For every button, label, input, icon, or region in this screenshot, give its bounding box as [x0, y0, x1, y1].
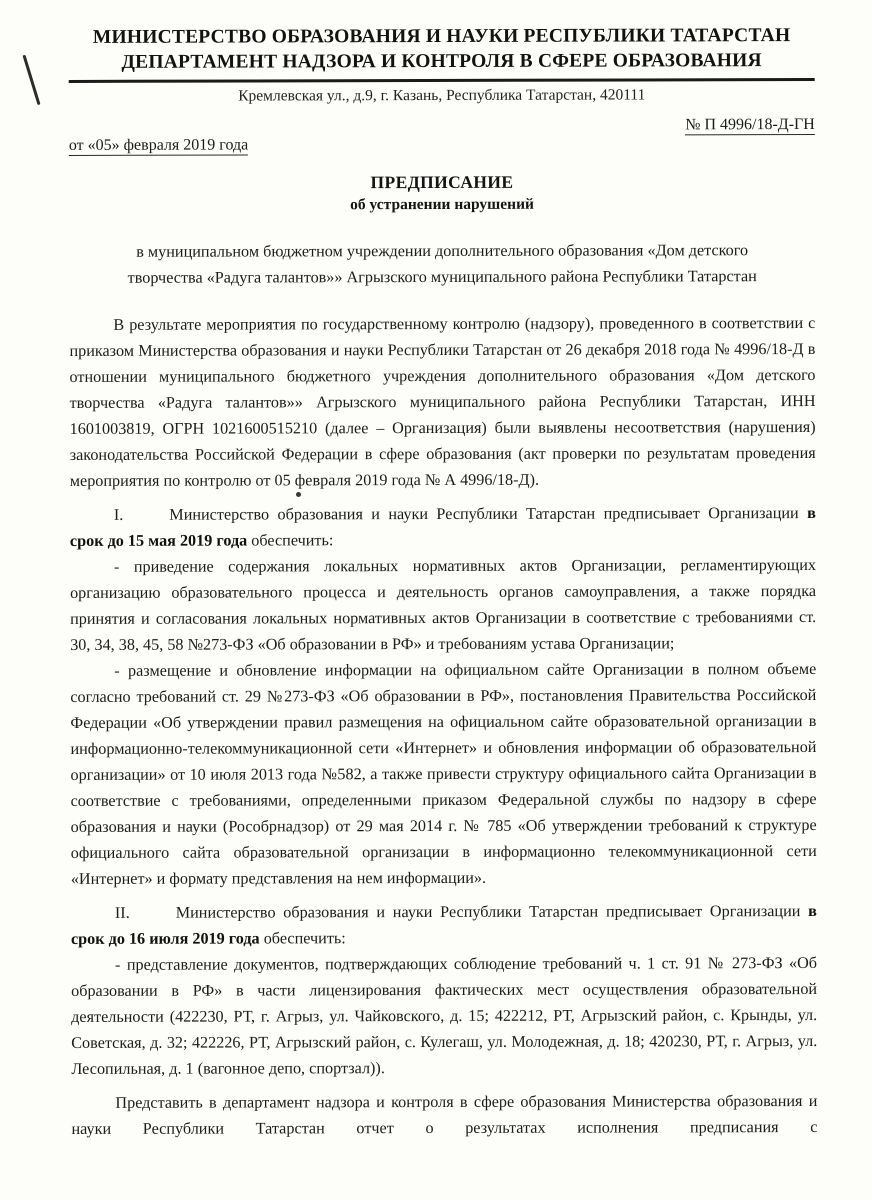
closing-paragraph: Представить в департамент надзора и контроля в сфере образования Министерства образования и науки Республики Татарстан отчет о результатах исполнения предписания с: [71, 1091, 818, 1138]
section-1-number: I.: [113, 505, 124, 524]
recipient-paragraph: в муниципальном бюджетном учреждении дополнительного образования «Дом детского творчества «Радуга талантов»» Агрызского муниципального района Республики Татарстан: [127, 241, 757, 288]
doc-title: ПРЕДПИСАНИЕ: [370, 171, 514, 193]
section-2-item: - представление документов, подтверждающих соблюдение требований ч. 1 ст. 91 № 273-ФЗ «Об образовании в РФ» в части лицензирования фактических мест осуществления образовательной деятельности (422230, РТ, г. Агрыз, ул. Чайковского, д. 15; 422212, РТ, Агрызский район, с. Крынды, ул. Советская, д. 32; 422226, РТ, Агрызский район, с. Кулегаш, ул. Молодежная, д. 18; 420230, РТ, г. Агрыз, ул. Лесопильная, д. 1 (вагонное депо, спортзал)).: [71, 953, 818, 1078]
section-2-heading: [71, 898, 817, 952]
section-2-deadline: в срок до 16 июля 2019 года: [70, 901, 817, 948]
section-2-lead: Министерство образования и науки Республики Татарстан предписывает Организации: [175, 901, 809, 922]
section-1-tail: обеспечить:: [247, 530, 334, 550]
doc-date-row: [69, 135, 815, 155]
section-1-heading: [70, 500, 816, 554]
doc-subtitle: об устранении нарушений: [350, 195, 534, 214]
doc-number: № П 4996/18-Д-ГН: [685, 116, 815, 134]
document-meta: [69, 116, 815, 155]
section-1-deadline: в срок до 15 мая 2019 года: [69, 503, 816, 550]
doc-date: от «05» февраля 2019 года: [68, 136, 249, 155]
section-2-number: II.: [114, 903, 130, 922]
letterhead: [69, 23, 815, 106]
org-name-line2: ДЕПАРТАМЕНТ НАДЗОРА И КОНТРОЛЯ В СФЕРЕ ОБРАЗОВАНИЯ: [121, 50, 762, 74]
section-2-tail: обеспечить:: [259, 928, 346, 948]
intro-paragraph: В результате мероприятия по государственному контролю (надзору), проведенного в соответствии с приказом Министерства образования и науки Республики Татарстан от 26 декабря 2018 года № 4996/18-Д в отношении муниципального бюджетного учреждения дополнительного образования «Дом детского творчества «Радуга талантов»» Агрызского муниципального района Республики Татарстан, ИНН 1601003819, ОГРН 1021600515210 (далее – Организация) были выявлены несоответствия (нарушения) законодательства Российской Федерации в сфере образования (акт проверки по результатам проведения мероприятия по контролю от 05 февраля 2019 года № А 4996/18-Д).: [69, 313, 816, 490]
title-block: [69, 171, 815, 215]
doc-number-row: [69, 116, 815, 136]
section-1-item: - приведение содержания локальных нормативных актов Организации, регламентирующих организацию образовательного процесса и деятельность органов самоуправления, а также порядка принятия и согласования локальных нормативных актов Организации в соответствие с требованиями ст. 30, 34, 38, 45, 58 №273-ФЗ «Об образовании в РФ» и требованиям устава Организации;: [70, 555, 817, 654]
letterhead-address: Кремлевская ул., д.9, г. Казань, Республика Татарстан, 420111: [238, 86, 646, 105]
section-1-item: - размещение и обновление информации на официальном сайте Организации в полном объеме согласно требований ст. 29 №273-ФЗ «Об образовании в РФ», постановления Правительства Российской Федерации «Об утверждении правил размещения на официальном сайте образовательной организации в информационно-телекоммуникационной сети «Интернет» и обновления информации об образовательной организации» от 10 июля 2013 года №582, а также привести структуру официального сайта Организации в соответствие с требованиями, определенными приказом Федеральной службы по надзору в сфере образования и науки (Рособрнадзор) от 29 мая 2014 г. № 785 «Об утверждении требований к структуре официального сайта образовательной организации в информационно телекоммуникационной сети «Интернет» и формату представления на нем информации».: [70, 659, 817, 888]
letterhead-rule: [69, 78, 815, 83]
section-1-lead: Министерство образования и науки Республики Татарстан предписывает Организации: [169, 503, 808, 524]
org-name-line1: МИНИСТЕРСТВО ОБРАЗОВАНИЯ И НАУКИ РЕСПУБЛИКИ ТАТАРСТАН: [92, 25, 791, 48]
